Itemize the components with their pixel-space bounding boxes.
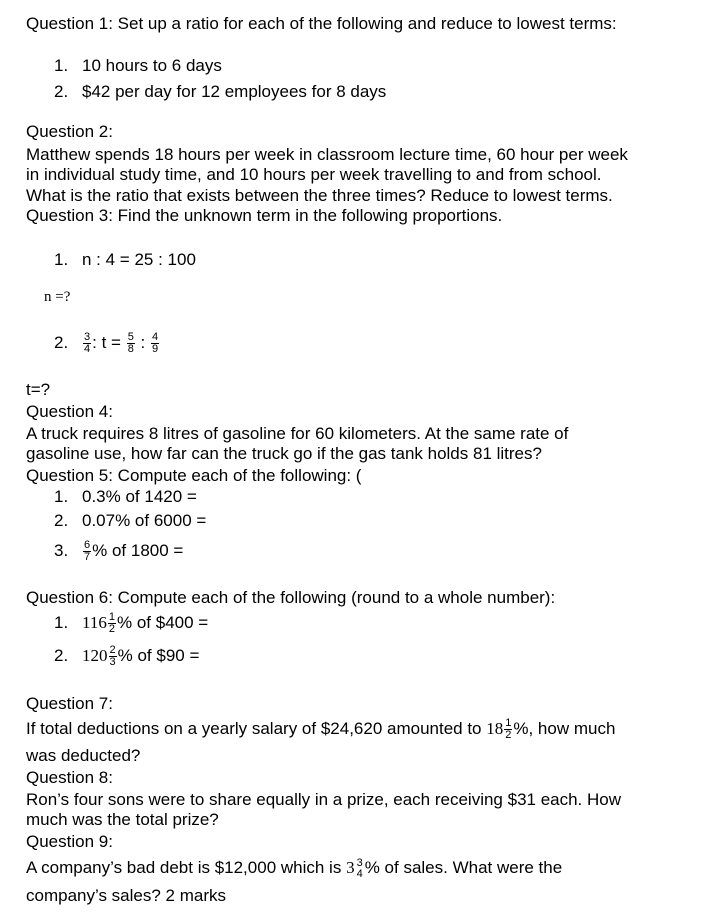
list-number: 1. bbox=[54, 613, 69, 632]
q3-answer-2: t=? bbox=[26, 380, 51, 399]
q4-line-1: A truck requires 8 litres of gasoline for 60 kilometers. At the same rate of bbox=[26, 424, 569, 443]
q2-heading: Question 2: bbox=[26, 122, 113, 141]
q7-line-1 bbox=[26, 716, 615, 742]
list-text: % of 1800 = bbox=[92, 541, 184, 560]
q7-heading: Question 7: bbox=[26, 694, 113, 713]
list-number: 3. bbox=[54, 541, 69, 560]
q1-heading: Question 1: Set up a ratio for each of the following and reduce to lowest terms: bbox=[26, 14, 617, 33]
fraction: $\frac{3}{4}$ bbox=[84, 331, 91, 356]
list-text: 10 hours to 6 days bbox=[82, 56, 222, 75]
q3-item-1 bbox=[54, 250, 196, 270]
list-number: 1. bbox=[54, 487, 69, 506]
list-number: 1. bbox=[54, 250, 69, 269]
list-text: % of $400 = bbox=[117, 613, 209, 632]
q1-item-2 bbox=[54, 82, 386, 102]
equation-text: : t = bbox=[92, 333, 121, 352]
q9-line-2: company’s sales? 2 marks bbox=[26, 886, 226, 905]
q3-heading: Question 3: Find the unknown term in the following proportions. bbox=[26, 206, 503, 225]
q2-line-1: Matthew spends 18 hours per week in classroom lecture time, 60 hour per week bbox=[26, 145, 628, 164]
q7-line-2: was deducted? bbox=[26, 746, 141, 765]
mixed-number-whole: 120 bbox=[82, 646, 108, 665]
fraction: $\frac{1}{2}$ bbox=[108, 611, 115, 636]
fraction: $\frac{4}{9}$ bbox=[152, 331, 159, 356]
q9-heading: Question 9: bbox=[26, 832, 113, 851]
q7-text-post: %, how much bbox=[513, 719, 616, 738]
q4-heading: Question 4: bbox=[26, 402, 113, 421]
q3-item-2 bbox=[54, 330, 160, 356]
fraction: $\frac{6}{7}$ bbox=[84, 539, 91, 564]
fraction: $\frac{2}{3}$ bbox=[109, 644, 116, 669]
list-text: n : 4 = 25 : 100 bbox=[82, 250, 196, 269]
q1-item-1 bbox=[54, 56, 222, 76]
fraction: $\frac{1}{2}$ bbox=[505, 717, 512, 742]
list-number: 1. bbox=[54, 56, 69, 75]
q9-text-post: % of sales. What were the bbox=[364, 858, 563, 877]
q5-item-3 bbox=[54, 538, 183, 564]
mixed-number-whole: 3 bbox=[346, 858, 355, 877]
list-number: 2. bbox=[54, 333, 69, 352]
equation-colon: : bbox=[140, 333, 146, 352]
mixed-number-whole: 116 bbox=[82, 613, 107, 632]
q5-heading: Question 5: Compute each of the following: ( bbox=[26, 466, 362, 485]
q4-line-2: gasoline use, how far can the truck go if the gas tank holds 81 litres? bbox=[26, 444, 542, 463]
q7-text: If total deductions on a yearly salary of $24,620 amounted to bbox=[26, 719, 482, 738]
list-text: 0.3% of 1420 = bbox=[82, 487, 197, 506]
q3-answer-1: n =? bbox=[44, 289, 71, 305]
q5-item-1 bbox=[54, 487, 197, 507]
q8-line-2: much was the total prize? bbox=[26, 810, 219, 829]
q6-heading: Question 6: Compute each of the following (round to a whole number): bbox=[26, 588, 556, 607]
mixed-number-whole: 18 bbox=[486, 719, 504, 738]
q8-line-1: Ron’s four sons were to share equally in a prize, each receiving $31 each. How bbox=[26, 790, 622, 809]
q2-line-3: What is the ratio that exists between the three times? Reduce to lowest terms. bbox=[26, 186, 613, 205]
list-text: % of $90 = bbox=[117, 646, 200, 665]
list-number: 2. bbox=[54, 82, 69, 101]
q2-line-2: in individual study time, and 10 hours per week travelling to and from school. bbox=[26, 165, 602, 184]
list-number: 2. bbox=[54, 646, 69, 665]
list-number: 2. bbox=[54, 511, 69, 530]
q5-item-2 bbox=[54, 511, 206, 531]
q8-heading: Question 8: bbox=[26, 768, 113, 787]
q9-text: A company’s bad debt is $12,000 which is bbox=[26, 858, 342, 877]
q6-item-2 bbox=[54, 643, 199, 669]
list-text: 0.07% of 6000 = bbox=[82, 511, 207, 530]
q6-item-1 bbox=[54, 610, 208, 636]
q9-line-1 bbox=[26, 855, 562, 881]
fraction: $\frac{5}{8}$ bbox=[127, 331, 134, 356]
fraction: 3 4 bbox=[356, 856, 363, 880]
list-text: $42 per day for 12 employees for 8 days bbox=[82, 82, 387, 101]
